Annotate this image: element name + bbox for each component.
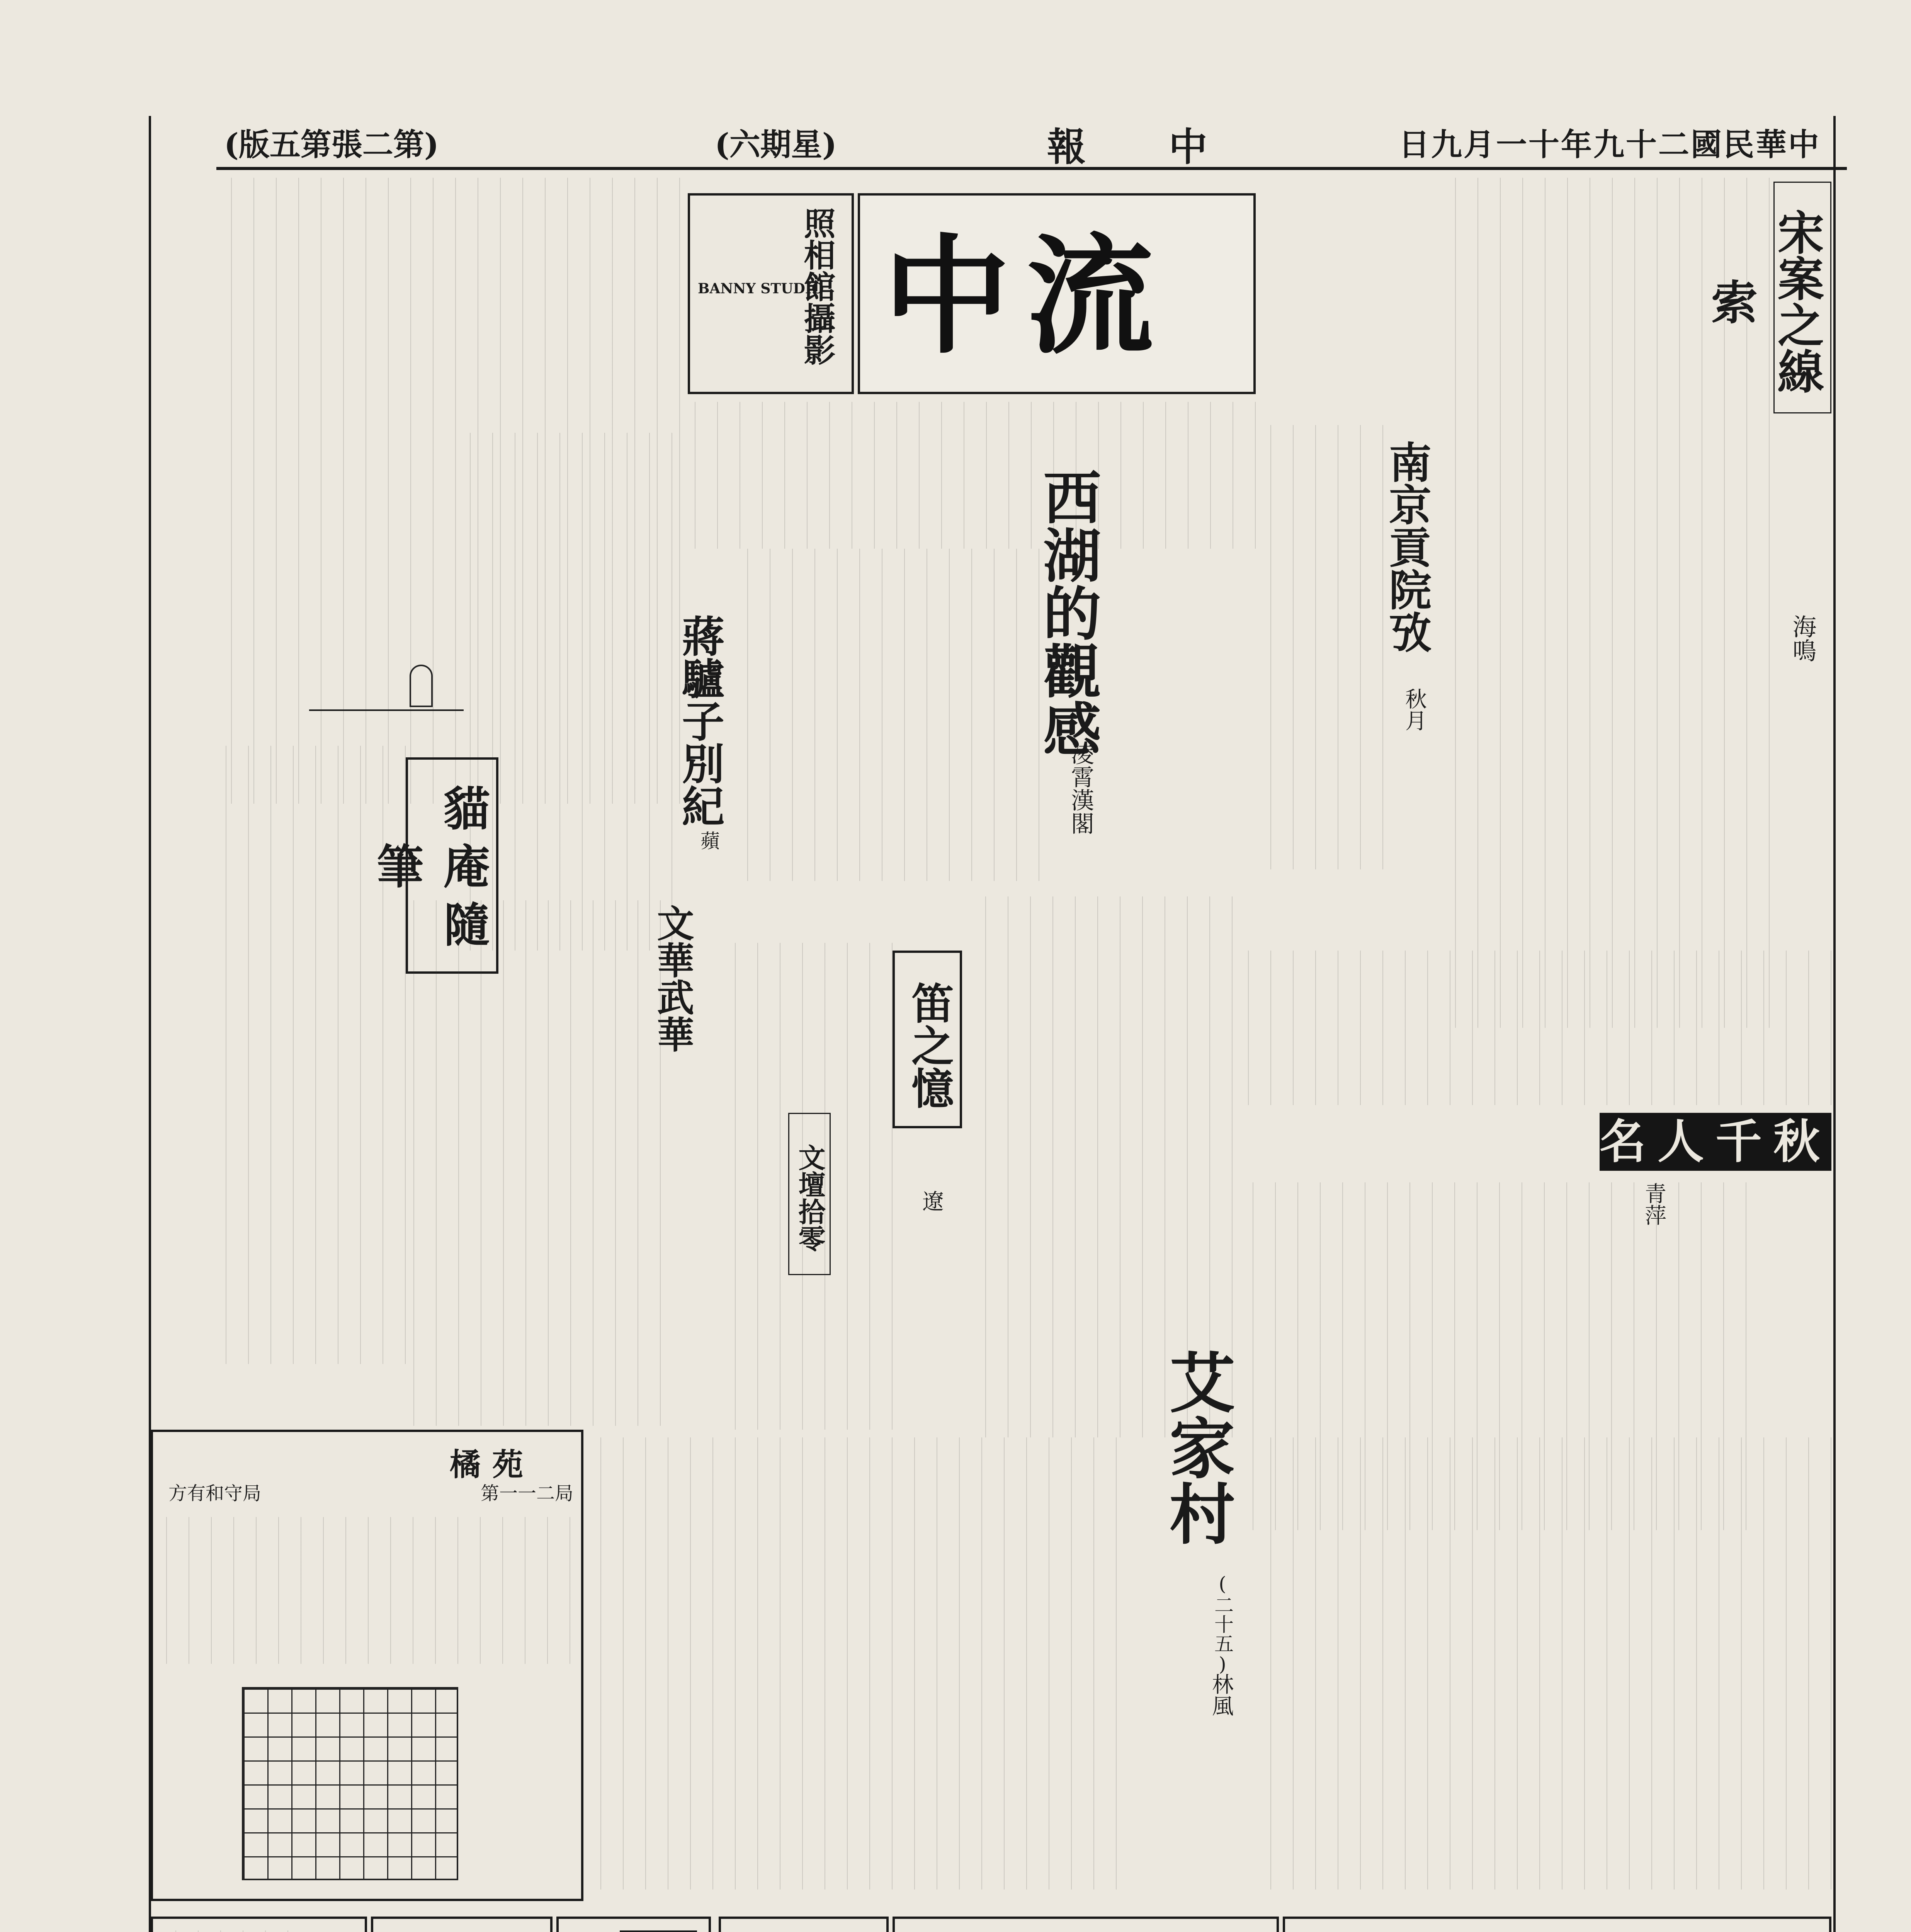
zhongliu-banner: [858, 193, 1256, 394]
article-title: 艾家村: [1158, 1349, 1235, 1546]
article-author: 青萍: [1641, 1182, 1666, 1226]
article-song-case: [1445, 178, 1831, 1036]
chess-moves: [161, 1517, 570, 1664]
ad-xinzhongyang: [719, 1917, 889, 1932]
installment: (二十五): [1211, 1573, 1234, 1675]
article-title: 貓庵隨筆: [406, 757, 498, 974]
chess-puzzle: [151, 1430, 583, 1901]
ad-zhongxi: [893, 1917, 1279, 1932]
masthead: [216, 116, 1847, 170]
article-wentan: [734, 1109, 835, 1426]
ad-hexing: [151, 1917, 367, 1932]
article-author: 林風: [1209, 1673, 1234, 1716]
chess-subtitle: 第一一二局: [480, 1483, 573, 1504]
article-title: 名人千秋: [1600, 1113, 1831, 1171]
studio-english: BANNY STUDIO: [698, 281, 824, 297]
article-author: 秋月: [1402, 688, 1427, 731]
cartoon: [309, 665, 464, 711]
chess-title: 橘苑: [450, 1446, 535, 1483]
article-nanjing: [1256, 425, 1441, 869]
page-number: (版五第張二第): [224, 126, 439, 163]
chess-board: [242, 1687, 458, 1880]
article-author: 凌霄漢閣: [1067, 742, 1094, 835]
zhongliu-title: 中流: [883, 221, 1169, 371]
ad-cunhe: [371, 1917, 553, 1932]
article-body: [1236, 951, 1831, 1105]
studio-ad: [688, 193, 854, 394]
article-title: 蔣驢子別紀: [675, 614, 725, 827]
article-body: [1256, 425, 1383, 869]
ad-body: [157, 1930, 288, 1932]
article-title: 西湖的觀感: [1033, 468, 1101, 757]
article-body: [1445, 178, 1770, 1028]
ad-siming: [556, 1917, 711, 1932]
ad-huakui: [1283, 1917, 1831, 1932]
publication-date: 日九月一十年九十二國民華中: [1399, 126, 1821, 163]
page-border-right: [1833, 116, 1836, 1932]
article-author: 遼: [919, 1190, 944, 1212]
article-aijiacun: [1120, 1345, 1260, 1909]
article-body: [406, 900, 661, 1426]
article-body: [220, 746, 406, 1364]
article-body: [587, 1437, 1117, 1889]
article-title: 文華武華: [651, 904, 695, 1053]
article-title: 宋案之線索: [1773, 182, 1831, 413]
studio-name: 照相館攝影: [799, 207, 836, 366]
paper-name: 報 中: [1047, 124, 1242, 170]
article-body: [738, 549, 1039, 881]
page-border-left: [149, 116, 151, 1932]
article-title: 南京貢院攷: [1382, 440, 1432, 653]
ad-title: [620, 1930, 697, 1932]
article-body: [1263, 1437, 1831, 1889]
article-author: 蘋: [697, 831, 720, 850]
article-title: 文壇拾零: [788, 1113, 831, 1275]
article-wenbi: [406, 900, 707, 1426]
article-author: 海鳴: [1789, 614, 1817, 662]
weekday: (六期星): [715, 126, 837, 163]
cartoon-figure-icon: [410, 665, 433, 707]
article-westlake: [738, 402, 1252, 885]
article-title: 笛之憶: [893, 951, 962, 1128]
chess-note: 方有和守局: [168, 1483, 262, 1504]
